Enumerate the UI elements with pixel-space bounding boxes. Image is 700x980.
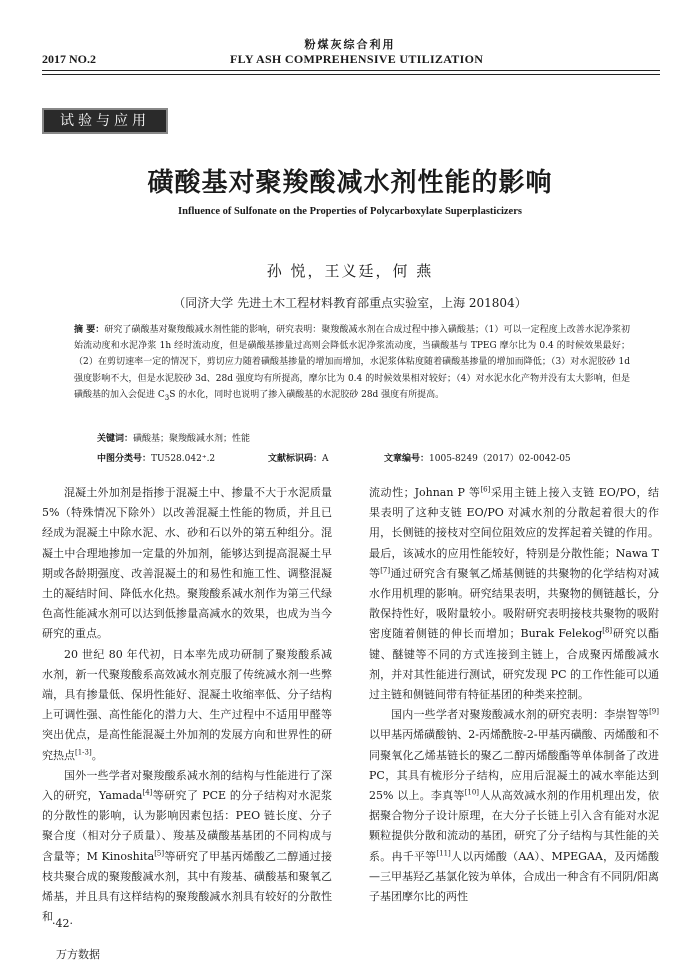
- article-title-cn: 磺酸基对聚羧酸减水剂性能的影响: [147, 168, 553, 198]
- citation: [8]: [602, 626, 613, 635]
- citation: [5]: [154, 849, 165, 857]
- citation: [6]: [480, 485, 491, 494]
- body-left-column: [42, 483, 332, 927]
- journal-name-cn: 粉煤灰综合利用: [304, 38, 396, 51]
- keywords-label: 关键词：: [97, 434, 134, 444]
- abstract-text: 研究了磺酸基对聚羧酸减水剂性能的影响，研究表明：聚羧酸减水剂在合成过程中掺入磺酸基；（1）可以一定程度上改善水泥净浆初始流动度和水泥净浆 1h 经时流动度，但是磺酸基掺量过高则会降低水泥净浆流动度，当磺酸基与 TPEG 摩尔比为 0.4 的时候效果最好；（2）在剪切速率一定的情况下，剪切应力随着磺酸基掺量的增加而增加，水泥浆体粘度随着磺酸基掺量的增加而降低；（3）对水泥胶砂 1d 强度影响不大，但是水泥胶砂 3d、28d 强度均有所提高，摩尔比为 0.4 的时候效果相对较好；（4）对水泥水化产物并没有太大影响，但是磺酸基的加入会促进 C: [74, 325, 630, 400]
- paragraph: 国外一些学者对聚羧酸系减水剂的结构与性能进行了深入的研究，Yamada[4]等研究了 PCE 的分子结构对水泥浆的分散性的影响，认为影响因素包括：PEO 链长度、分子聚合度（相对分子质量）、羧基及磺酸基基团的不同构成与含量等；M Kinoshita[5]等研究了甲基丙烯酸乙二醇通过接枝共聚合成的聚羧酸减水剂，其中有羧基、磺酸基和聚氧乙烯基，并且具有这样结构的聚羧酸减水剂具有较好的分散性和: [42, 768, 332, 924]
- citation: [11]: [436, 849, 451, 857]
- abstract: [74, 322, 630, 403]
- clc-label: 中图分类号：: [97, 454, 152, 464]
- keywords-text: 磺酸基；聚羧酸减水剂；性能: [133, 434, 251, 444]
- affiliation: （同济大学 先进土木工程材料教育部重点实验室，上海 201804）: [173, 296, 527, 310]
- doc-code: [268, 451, 329, 464]
- citation: [4]: [142, 788, 153, 797]
- doc-value: A: [322, 454, 329, 464]
- paragraph: 20 世纪 80 年代初，日本率先成功研制了聚羧酸系减水剂，新一代聚羧酸系高效减水剂克服了传统减水剂一些弊端，具有掺量低、保坍性能好、混凝土收缩率低、分子结构上可调性强、高性能化的潜力大、生产过程中不适用甲醛等突出优点，是高性能混凝土外加剂的发展方向和世界性的研究热点[1-3]。: [42, 647, 332, 762]
- authors: 孙 悦，王义廷，何 燕: [266, 262, 434, 280]
- article-title-en: Influence of Sulfonate on the Properties of Polycarboxylate Superplasticizers: [178, 206, 522, 217]
- footer-watermark: 万方数据: [56, 948, 100, 961]
- header-rule-thin: [42, 74, 660, 75]
- citation: [10]: [464, 788, 480, 797]
- abstract-text-end: S 的水化，同时也说明了掺入磺酸基的水泥胶砂 28d 强度有所提高。: [169, 389, 445, 400]
- paragraph: 流动性；Johnan P 等[6]采用主链上接入支链 EO/PO，结果表明了这种支链 EO/PO 对减水剂的分散起着很大的作用，长侧链的接枝对空间位阻效应的发挥起着关键的作用。最后，该减水的应用性能较好，特别是分散性能；Nawa T 等[7]通过研究含有聚氧乙烯基侧链的共聚物的化学结构对减水作用机理的影响。研究结果表明，共聚物的侧链越长，分散保持性好，吸附量较小。吸附研究表明接枝共聚物的吸附密度随着侧链的伸长而增加；Burak Felekog[8]研究以酯键、醚键等不同的方式连接到主链上，合成聚丙烯酸减水剂，并对其性能进行测试，研究发现 PC 的工作性能可以通过主链和侧链间带有特征基团的种类来控制。: [369, 485, 660, 702]
- clc-number: [97, 451, 215, 464]
- paragraph: 混凝土外加剂是指掺于混凝土中、掺量不大于水泥质量 5%（特殊情况下除外）以改善混凝土性能的物质，并且已经成为混凝土中除水泥、水、砂和石以外的第五种组分。混凝土中合理地掺加一定量的外加剂，能够达到提高混凝土早期或各龄期强度、改善混凝土的和易性和施工性、调整混凝土的凝结时间、降低水化热。聚羧酸系减水剂作为第三代绿色高性能减水剂可以达到低掺量高减水的效果，也成为当今研究的重点。: [42, 486, 332, 641]
- issue-label: 2017 NO.2: [42, 52, 96, 66]
- paragraph: 国内一些学者对聚羧酸减水剂的研究表明：李崇智等[9]以甲基丙烯磺酸钠、2-丙烯酰胺-2-甲基丙磺酸、丙烯酸和不同聚氧化乙烯基链长的聚乙二醇丙烯酸酯等单体制备了改进 PC，其具有梳形分子结构，应用后混凝土的减水率能达到 25% 以上。李真等[10]人从高效减水剂的作用机理出发，依据聚合物分子设计原理，在大分子长链上引入含有能对水泥颗粒提供分散和流动的基团，研究了分子结构与其性能的关系。冉千平等[11]人以丙烯酸（AA）、MPEGAA，及丙烯酸—三甲基羟乙基氯化铵为单体，合成出一种含有不同阴/阳离子基团摩尔比的两性: [369, 707, 659, 904]
- journal-name-en: FLY ASH COMPREHENSIVE UTILIZATION: [230, 52, 484, 66]
- page-number: ·42·: [52, 917, 73, 930]
- abstract-subscript: 3: [164, 393, 170, 402]
- article-number: [384, 451, 571, 464]
- citation: [9]: [649, 707, 659, 716]
- body-right-column: [369, 483, 659, 907]
- header-rule: [42, 70, 660, 71]
- citation: [7]: [380, 566, 391, 575]
- doc-label: 文献标识码：: [268, 454, 323, 464]
- article-label: 文章编号：: [384, 454, 430, 464]
- citation: [1-3]: [75, 747, 92, 756]
- keywords: [97, 431, 250, 444]
- section-tag: 试验与应用: [42, 108, 168, 134]
- article-value: 1005-8249（2017）02-0042-05: [429, 454, 571, 464]
- clc-value: TU528.042⁺.2: [151, 454, 216, 464]
- abstract-label: 摘 要：: [74, 325, 105, 335]
